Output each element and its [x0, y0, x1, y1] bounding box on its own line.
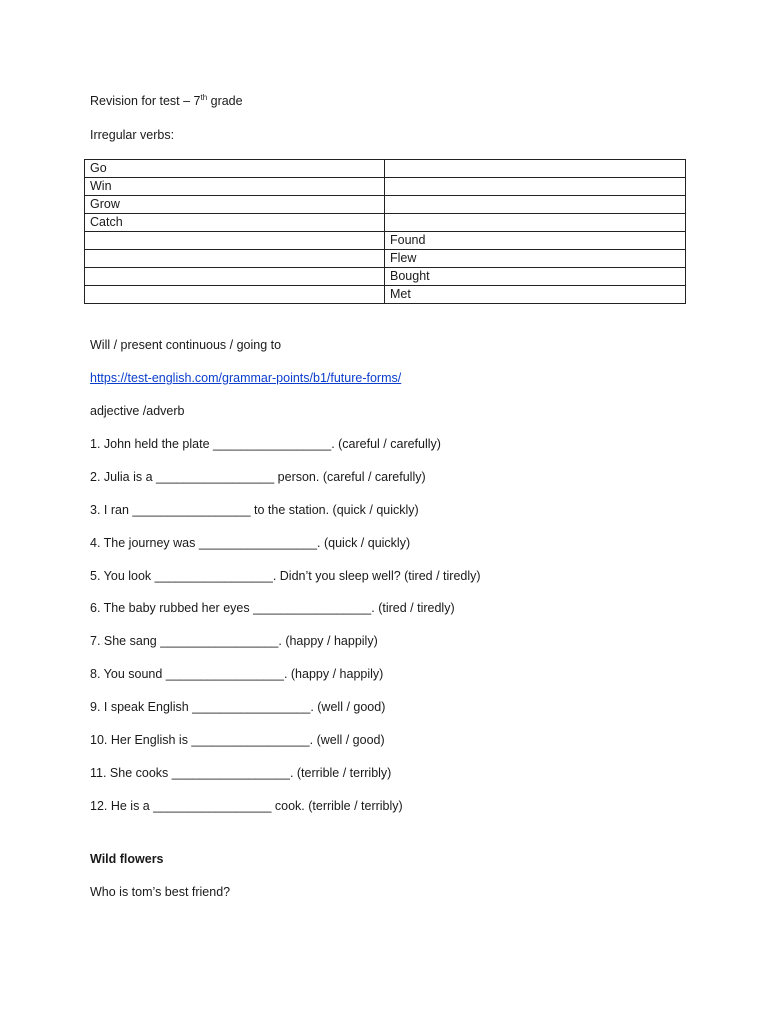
table-cell-past[interactable] [385, 160, 686, 178]
title-superscript: th [200, 93, 208, 102]
table-cell-past[interactable] [385, 214, 686, 232]
table-row [85, 214, 686, 232]
table-row [85, 178, 686, 196]
table-cell-past[interactable] [385, 178, 686, 196]
table-cell-base[interactable]: Go [85, 160, 385, 178]
exercise-item: 6. The baby rubbed her eyes _________________. (tired / tiredly) [90, 601, 455, 615]
exercise-item: 1. John held the plate _________________. (careful / carefully) [90, 437, 441, 451]
table-cell-base[interactable]: Catch [85, 214, 385, 232]
table-cell-base[interactable] [85, 268, 385, 286]
exercise-item: 7. She sang _________________. (happy / happily) [90, 634, 378, 648]
irregular-verbs-heading: Irregular verbs: [90, 128, 175, 142]
title-prefix: Revision for test – 7 [90, 94, 201, 108]
exercise-item: 5. You look _________________. Didn’t you sleep well? (tired / tiredly) [90, 569, 481, 583]
future-forms-link[interactable]: https://test-english.com/grammar-points/b1/future-forms/ [90, 371, 402, 385]
table-cell-past[interactable]: Flew [385, 250, 686, 268]
wild-flowers-heading: Wild flowers [90, 852, 164, 866]
exercise-item: 2. Julia is a _________________ person. (careful / carefully) [90, 470, 426, 484]
table-row [85, 196, 686, 214]
table-row [85, 268, 686, 286]
exercise-item: 3. I ran _________________ to the station. (quick / quickly) [90, 503, 419, 517]
table-cell-past[interactable]: Bought [385, 268, 686, 286]
irregular-verbs-table [84, 159, 686, 304]
table-cell-base[interactable]: Win [85, 178, 385, 196]
table-row [85, 232, 686, 250]
title-suffix: grade [207, 94, 243, 108]
exercise-item: 9. I speak English _________________. (well / good) [90, 700, 386, 714]
adjective-adverb-heading: adjective /adverb [90, 404, 185, 418]
question-text: Who is tom’s best friend? [90, 885, 231, 899]
table-row [85, 250, 686, 268]
page-title [90, 93, 243, 109]
exercise-item: 11. She cooks _________________. (terrible / terribly) [90, 766, 392, 780]
table-cell-base[interactable] [85, 286, 385, 304]
table-cell-past[interactable]: Found [385, 232, 686, 250]
table-cell-base[interactable] [85, 250, 385, 268]
table-cell-base[interactable] [85, 232, 385, 250]
future-forms-heading: Will / present continuous / going to [90, 338, 282, 352]
exercise-item: 4. The journey was _________________. (quick / quickly) [90, 536, 411, 550]
table-row [85, 160, 686, 178]
table-cell-base[interactable]: Grow [85, 196, 385, 214]
exercise-item: 12. He is a _________________ cook. (terrible / terribly) [90, 799, 403, 813]
exercise-item: 8. You sound _________________. (happy / happily) [90, 667, 384, 681]
table-cell-past[interactable]: Met [385, 286, 686, 304]
exercise-item: 10. Her English is _________________. (well / good) [90, 733, 385, 747]
table-row [85, 286, 686, 304]
table-cell-past[interactable] [385, 196, 686, 214]
